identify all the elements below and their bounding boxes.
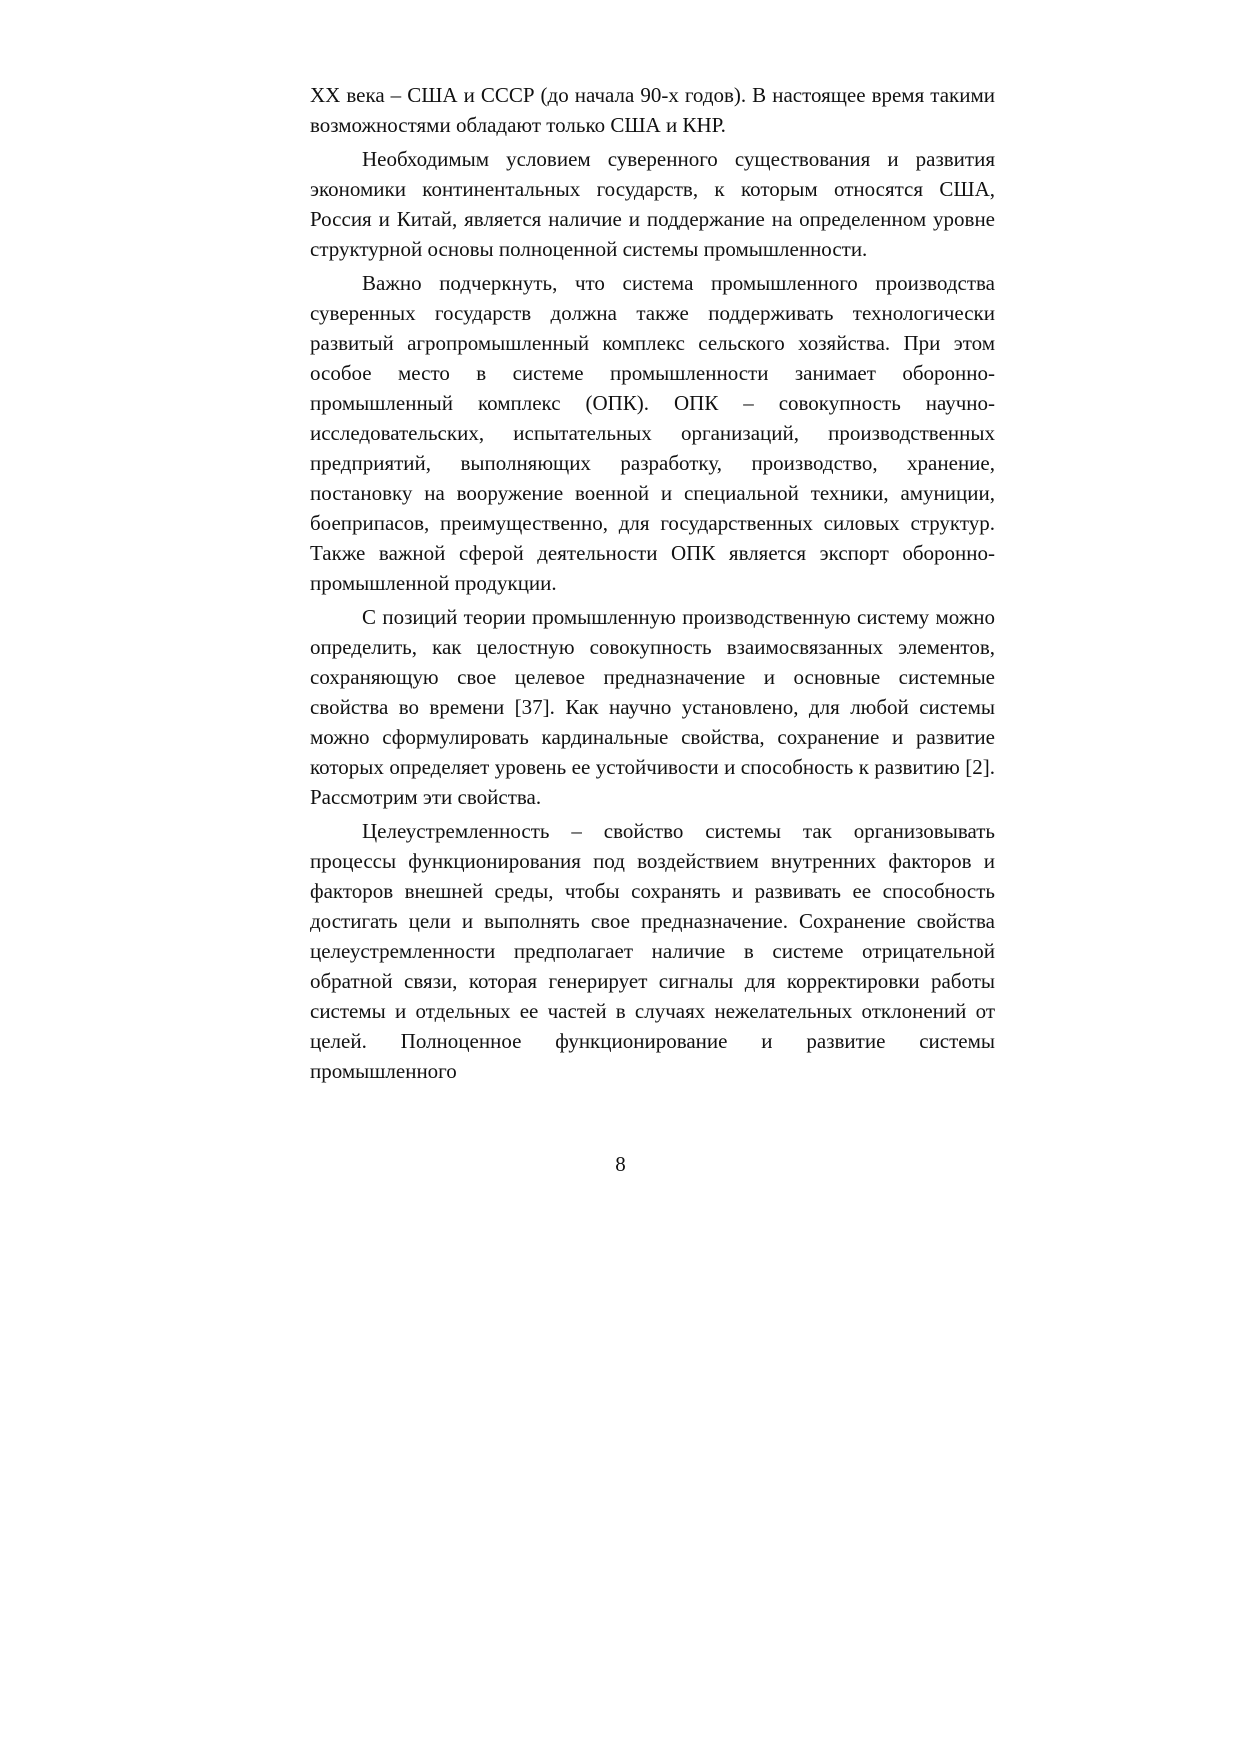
page-number: 8	[615, 1152, 626, 1176]
paragraph: Необходимым условием суверенного существования и развития экономики континентальных государств, к которым относятся США, Россия и Китай, является наличие и поддержание на определенном уровне структурной основы полноценной системы промышленности.	[310, 147, 995, 261]
paragraph: Важно подчеркнуть, что система промышленного производства суверенных государств должна также поддерживать технологически развитый агропромышленный комплекс сельского хозяйства. При этом особое место в системе промышленности занимает оборонно-промышленный комплекс (ОПК). ОПК – совокупность научно-исследовательских, испытательных организаций, производственных предприятий, выполняющих разработку, производство, хранение, постановку на вооружение военной и специальной техники, амуниции, боеприпасов, преимущественно, для государственных силовых структур. Также важной сферой деятельности ОПК является экспорт оборонно-промышленной продукции.	[310, 271, 995, 595]
page-body	[310, 80, 995, 1090]
paragraph: Целеустремленность – свойство системы так организовывать процессы функционирования под воздействием внутренних факторов и факторов внешней среды, чтобы сохранять и развивать ее способность достигать цели и выполнять свое предназначение. Сохранение свойства целеустремленности предполагает наличие в системе отрицательной обратной связи, которая генерирует сигналы для корректировки работы системы и отдельных ее частей в случаях нежелательных отклонений от целей. Полноценное функционирование и развитие системы промышленного	[310, 819, 995, 1083]
paragraph-continuation: XX века – США и СССР (до начала 90-х годов). В настоящее время такими возможностями обладают только США и КНР.	[310, 83, 995, 137]
paragraph: С позиций теории промышленную производственную систему можно определить, как целостную совокупность взаимосвязанных элементов, сохраняющую свое целевое предназначение и основные системные свойства во времени [37]. Как научно установлено, для любой системы можно сформулировать кардинальные свойства, сохранение и развитие которых определяет уровень ее устойчивости и способность к развитию [2]. Рассмотрим эти свойства.	[310, 605, 995, 809]
